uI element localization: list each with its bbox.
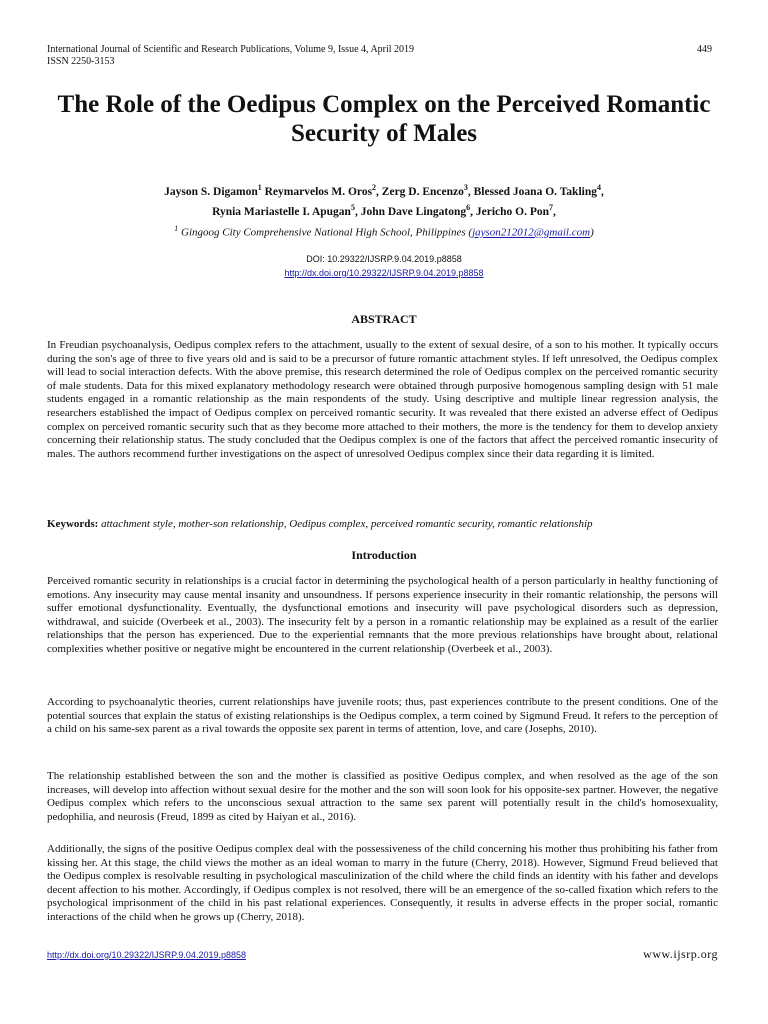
abstract-text: In Freudian psychoanalysis, Oedipus complex refers to the attachment, usually to the extent of sexual desire, of a son to his mother. It typically occurs during the son's age of three to five years old and is said to be a precursor of future romantic attachment styles. If left unresolved, the Oedipus complex will lead to social interaction defects. With the above premise, this research determined the role of Oedipus complex on the perceived romantic security of male students. Data for this mixed explanatory methodology research were obtained through purposive homogenous sampling design with 51 male students engaged in a romantic relationship as the main respondents of the study. Using descriptive and multiple linear regression analysis, the researchers established the impact of Oedipus complex on perceived romantic security. It was revealed that there existed an adverse effect of Oedipus complex on perceived romantic security such that as they become more attached to their mothers, the more is the tendency for them to develop anxiety concerning their relationship status. The study concluded that the Oedipus complex is one of the factors that affect the perceived romantic insecurity of males. The authors recommend further investigations on the aspect of unresolved Oedipus complex since their data regarding it is limited. (47, 339, 718, 460)
issn: ISSN 2250-3153 (47, 56, 115, 67)
author-name: Reymarvelos M. Oros (264, 185, 373, 198)
author-name: Rynia Mariastelle I. Apugan (212, 205, 351, 218)
author-list: Jayson S. Digamon$^1$ Reymarvelos M. Oros$^2$, Zerg D. Encenzo$^3$, Blessed Joana O. Takling$^4$, Rynia Mariastelle I. Apugan$^5$, John Dave Lingatong$^6$, Jericho O. Pon$^7$, (164, 183, 604, 218)
doi-link[interactable]: http://dx.doi.org/10.29322/IJSRP.9.04.2019.p8858 (284, 268, 484, 278)
footer-doi-link[interactable]: http://dx.doi.org/10.29322/IJSRP.9.04.2019.p8858 (47, 950, 246, 960)
intro-paragraph-1: Perceived romantic security in relationships is a crucial factor in determining the psychological health of a person particularly in healthy functioning of emotions. Any insecurity may cause mental insanity and unsoundness. If persons experience insecurity in their romantic relationship, the persons will suffer emotional dysfunctionality. Eventually, the dysfunctional emotions and insecurity will pave psychological disorders such as depression, withdrawal, and suicide (Overbeek et al., 2003). The insecurity felt by a person in a romantic relationship may be explained as a result of the earlier relationships that the person has experienced. Due to the experiential remnants that the more previous relationships have brought about, relational complexities whether positive or negative might be encountered in the current relationship (Overbeek et al., 2003). (47, 575, 718, 655)
introduction-heading: Introduction (351, 548, 417, 562)
journal-header (47, 44, 414, 68)
doi-label: DOI: 10.29322/IJSRP.9.04.2019.p8858 (306, 254, 462, 264)
author-name: Jayson S. Digamon (164, 185, 258, 198)
intro-paragraph-4: Additionally, the signs of the positive Oedipus complex deal with the possessiveness of the child concerning his mother thus prohibiting his father from kissing her. At this stage, the child views the mother as an ideal woman to marry in the future (Cherry, 2018). However, Sigmund Freud believed that the Oedipus complex is resolvable resulting in psychological masculinization of the child where the child finds an identity with his father and develops decent affection to his mother. Accordingly, if Oedipus complex is not resolved, there will be an emergence of the so-called fixation which refers to the psychological imprisonment of the child in his past relational experiences. Consequently, it results in adverse effects in the proper social, romantic interactions of the child when he grows up (Cherry, 2018). (47, 843, 718, 923)
keywords-label: Keywords: (47, 518, 99, 530)
doi-block (0, 252, 768, 280)
keywords (47, 518, 718, 530)
keywords-text: attachment style, mother-son relationship, Oedipus complex, perceived romantic security, romantic relationship (101, 518, 593, 530)
author-email-link[interactable]: jayson212012@gmail.com (472, 226, 591, 239)
intro-paragraph-2: According to psychoanalytic theories, current relationships have juvenile roots; thus, past experiences contribute to the present conditions. One of the potential sources that explain the status of existing relationships is the Oedipus complex, a term coined by Sigmund Freud. It refers to the perception of a child on his same-sex parent as a rival towards the opposite sex parent in terms of attention, love, and care (Josephs, 2010). (47, 696, 718, 736)
footer-site: www.ijsrp.org (643, 947, 718, 961)
author-name: John Dave Lingatong (360, 205, 467, 218)
journal-name: International Journal of Scientific and Research Publications, Volume 9, Issue 4, April 2019 (47, 44, 415, 55)
page-number: 449 (697, 44, 712, 55)
abstract-heading: ABSTRACT (351, 312, 417, 326)
author-name: Jericho O. Pon (475, 205, 550, 218)
author-name: Zerg D. Encenzo (381, 185, 464, 198)
paper-title: The Role of the Oedipus Complex on the Perceived Romantic Security of Males (57, 91, 711, 147)
intro-paragraph-3: The relationship established between the son and the mother is classified as positive Oedipus complex, and when resolved as the age of the son increases, will develop into affection without sexual desire for the mother and the son will soon look for his opposite-sex partner. However, the negative Oedipus complex which refers to the unconscious sexual attraction to the same sex parent will potentially result in the child's homosexuality, pedophilia, and neurosis (Freud, 1899 as cited by Haiyan et al., 2016). (47, 770, 718, 823)
author-name: Blessed Joana O. Takling (473, 185, 597, 198)
affiliation: $^1$ Gingoog City Comprehensive National High School, Philippines (jayson212012@gmail.com) (174, 224, 594, 239)
